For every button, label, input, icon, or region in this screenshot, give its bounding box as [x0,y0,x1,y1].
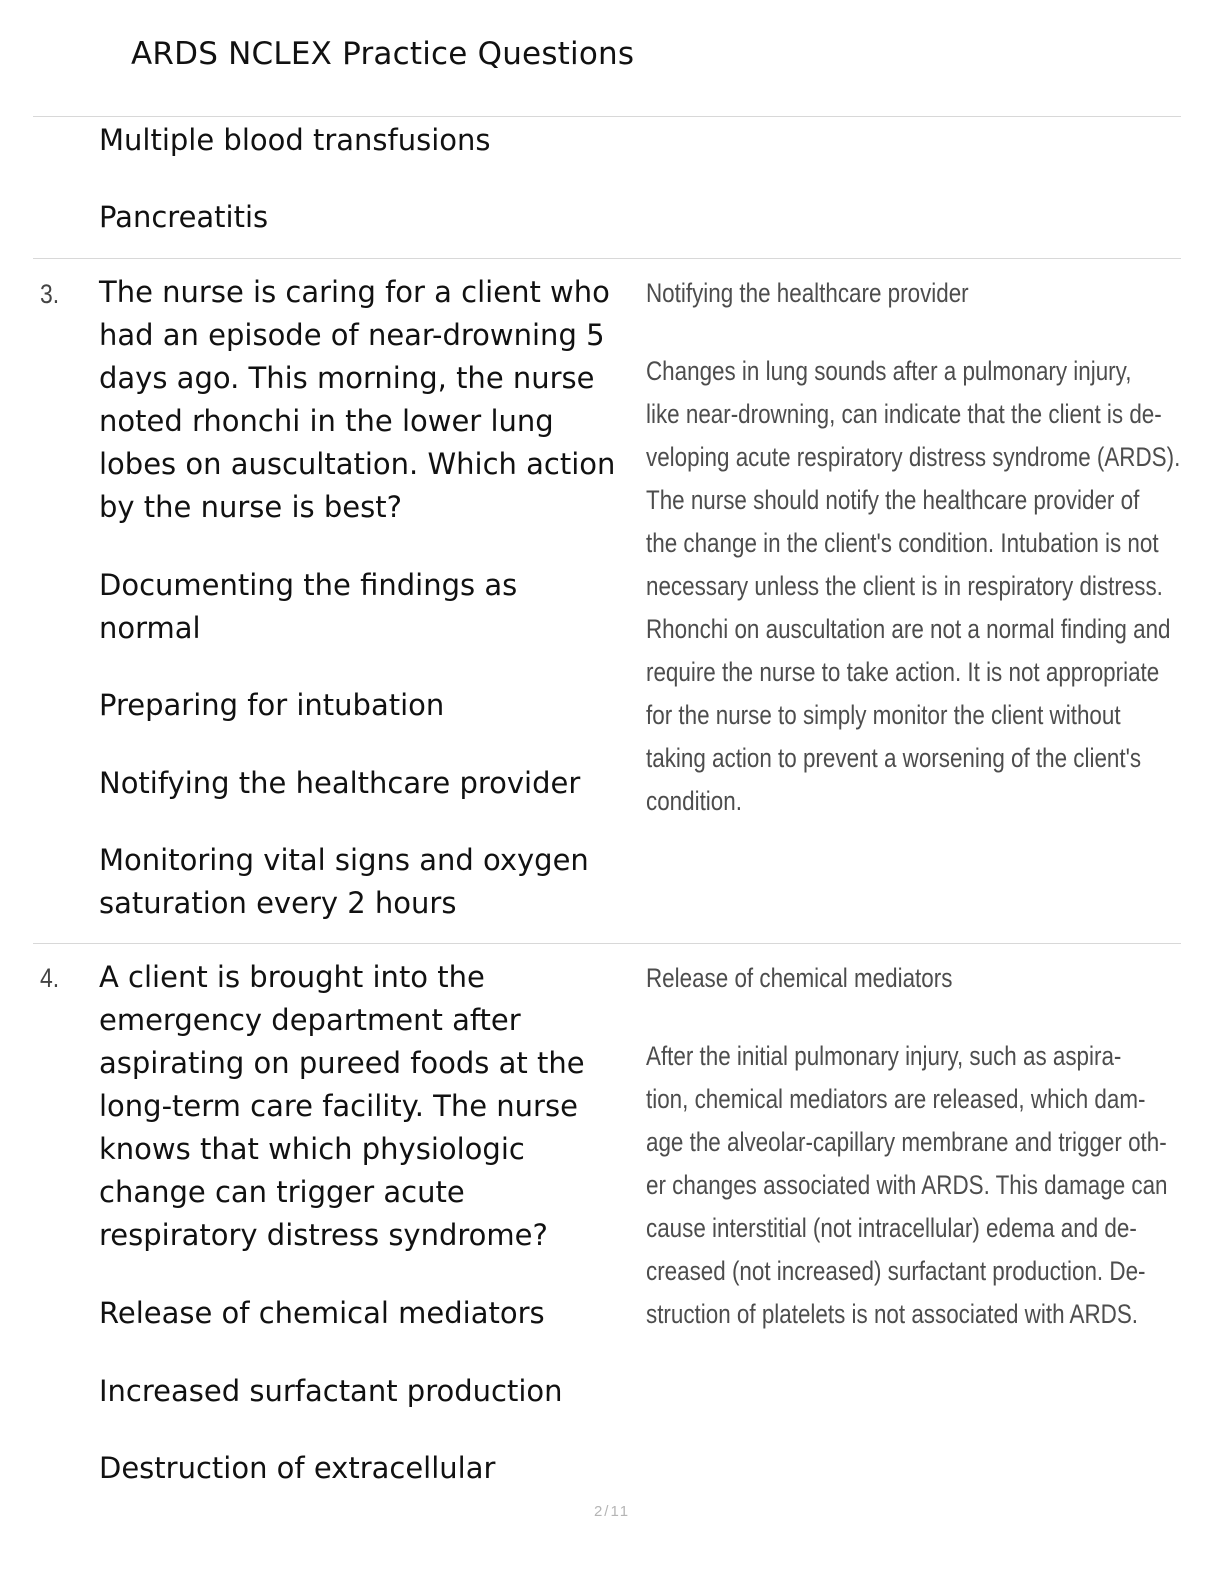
answer-option: Documenting the findings as normal [99,568,518,645]
answer-option: Preparing for intubation [99,688,445,722]
rationale [646,350,1180,823]
answer-option: Monitoring vital signs and oxygen saturation every 2 hours [99,843,589,920]
rationale-line: Rhonchi on auscultation are not a normal finding and [646,614,1171,644]
rationale-line: After the initial pulmonary injury, such as aspira- [646,1041,1122,1071]
rationale-line: struction of platelets is not associated with ARDS. [646,1299,1139,1329]
rationale-line: require the nurse to take action. It is not appropriate [646,657,1160,687]
rationale-line: condition. [646,786,742,816]
question-text: A client is brought into the emergency department after aspirating on pureed foods at the long-term care facility. The nurse knows that which physiologic change can trigger acute respiratory distress syndrome? [99,960,585,1252]
page-number: 2/11 [593,1503,631,1520]
question-text: The nurse is caring for a client who had an episode of near-drowning 5 days ago. This morning, the nurse noted rhonchi in the lower lung lobes on auscultation. Which action by the nurse is best? [99,275,616,524]
rationale-line: the change in the client's condition. Intubation is not [646,528,1159,558]
answer-option: Release of chemical mediators [99,1296,545,1330]
page-title: ARDS NCLEX Practice Questions [131,36,635,72]
answer-option: Destruction of extracellular [99,1451,496,1485]
question-number: 4. [40,963,60,993]
rationale-line: necessary unless the client is in respiratory distress. [646,571,1163,601]
question-number: 3. [40,279,60,309]
rationale-line: tion, chemical mediators are released, which dam- [646,1084,1146,1114]
rationale-line: The nurse should notify the healthcare provider of [646,485,1140,515]
answer-option: Multiple blood transfusions [99,123,491,157]
rationale-line: age the alveolar-capillary membrane and trigger oth- [646,1127,1167,1157]
divider [33,258,1181,259]
rationale-line: veloping acute respiratory distress syndrome (ARDS). [646,442,1181,472]
rationale [646,1035,1168,1336]
correct-answer: Notifying the healthcare provider [646,278,969,308]
divider [33,116,1181,117]
answer-option: Notifying the healthcare provider [99,766,581,800]
rationale-line: taking action to prevent a worsening of the client's [646,743,1142,773]
answer-option: Increased surfactant production [99,1374,563,1408]
rationale-line: cause interstitial (not intracellular) edema and de- [646,1213,1137,1243]
rationale-line: Changes in lung sounds after a pulmonary injury, [646,356,1132,386]
rationale-line: like near-drowning, can indicate that the client is de- [646,399,1162,429]
correct-answer: Release of chemical mediators [646,963,953,993]
divider [33,943,1181,944]
rationale-line: for the nurse to simply monitor the client without [646,700,1121,730]
answer-option: Pancreatitis [99,200,269,234]
rationale-line: creased (not increased) surfactant production. De- [646,1256,1146,1286]
rationale-line: er changes associated with ARDS. This damage can [646,1170,1168,1200]
